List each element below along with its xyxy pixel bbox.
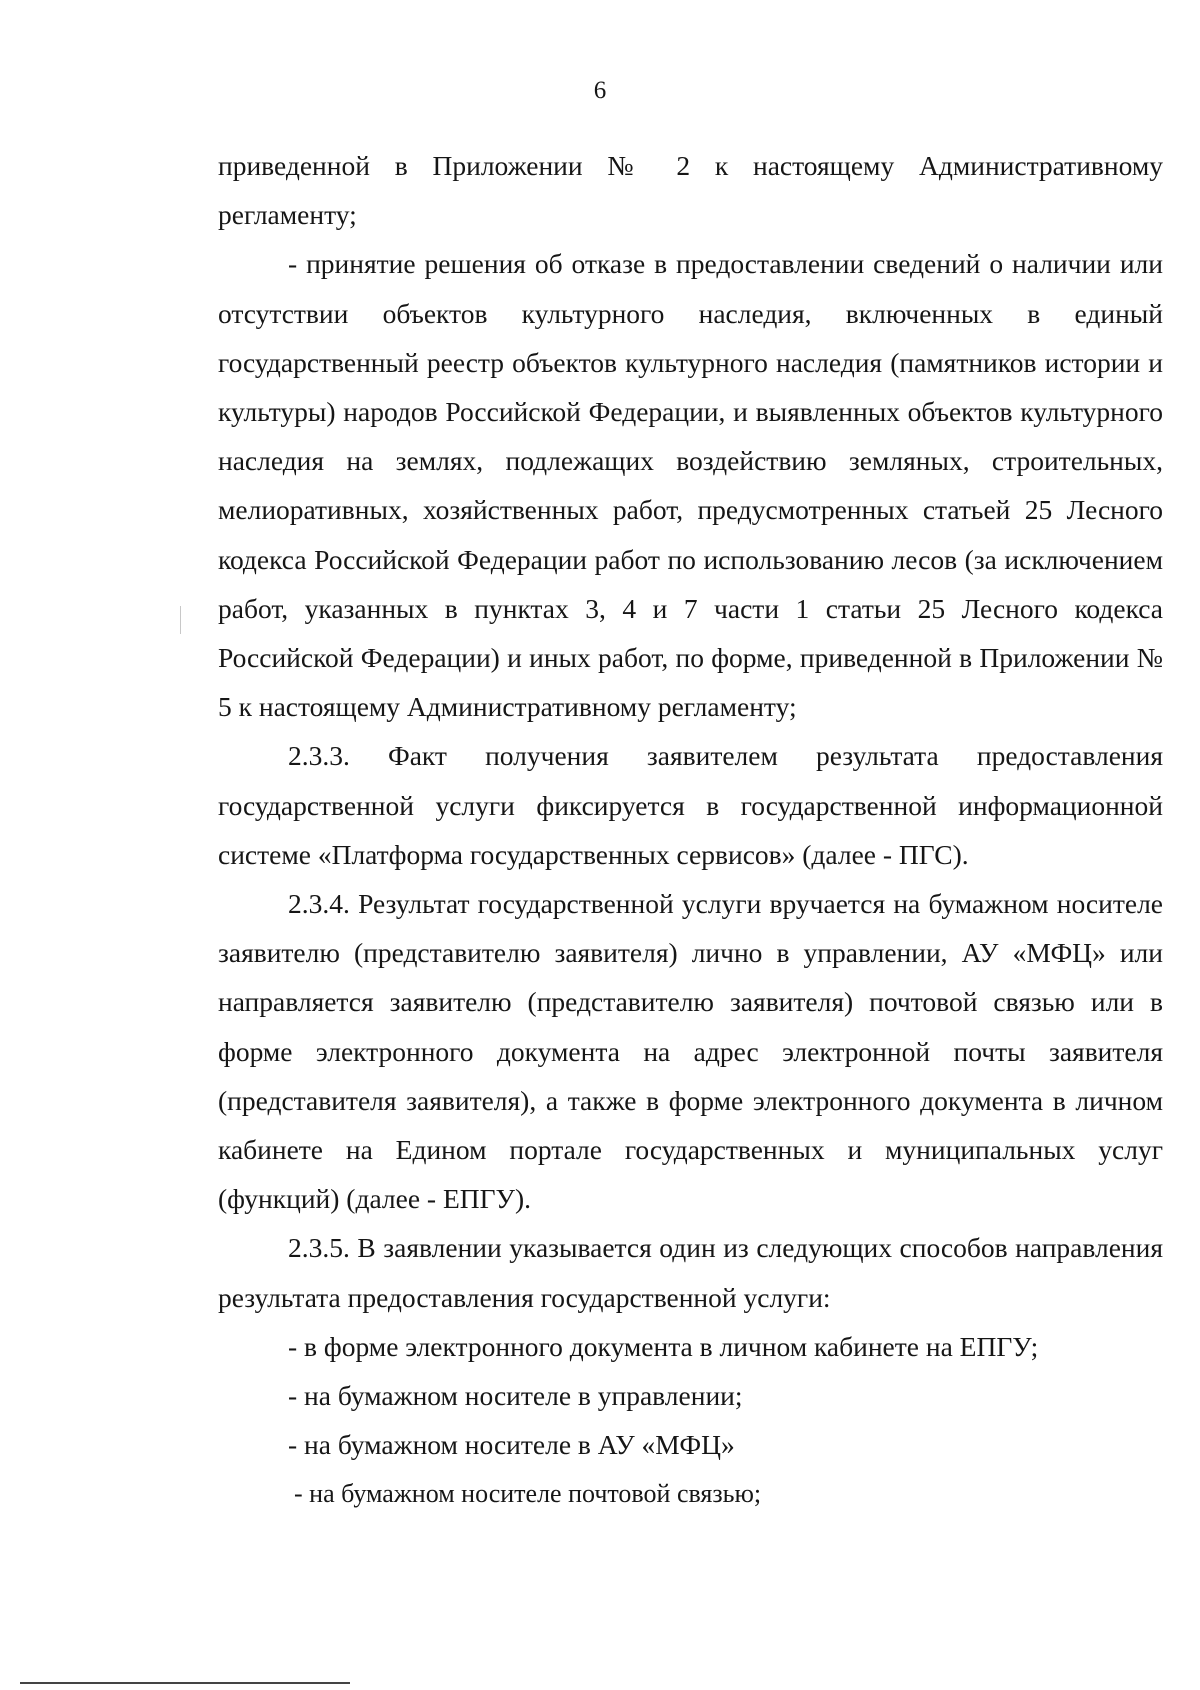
list-item: - на бумажном носителе в управлении; (288, 1380, 743, 1412)
document-body (218, 141, 1163, 1519)
paragraph-2-3-4: 2.3.4. Результат государственной услуги вручается на бумажном носителе заявителю (представителю заявителя) лично в управлении, АУ «МФЦ» или направляется заявителю (представителю заявителя) почтовой связью или в форме электронного документа на адрес электронной почты заявителя (представителя заявителя), а также в форме электронного документа в личном кабинете на Едином портале государственных и муниципальных услуг (функций) (далее - ЕПГУ). (218, 888, 1163, 1215)
paragraph-refusal-decision: - принятие решения об отказе в предоставлении сведений о наличии или отсутствии объектов культурного наследия, включенных в единый государственный реестр объектов культурного наследия (памятников истории и культуры) народов Российской Федерации, и выявленных объектов культурного наследия на землях, подлежащих воздействию земляных, строительных, мелиоративных, хозяйственных работ, предусмотренных статьей 25 Лесного кодекса Российской Федерации работ по использованию лесов (за исключением работ, указанных в пунктах 3, 4 и 7 части 1 статьи 25 Лесного кодекса Российской Федерации) и иных работ, по форме, приведенной в Приложении № 5 к настоящему Административному регламенту; (218, 248, 1163, 723)
page-number: 6 (593, 77, 607, 104)
paragraph-continuation: приведенной в Приложении № 2 к настоящему Административному регламенту; (218, 150, 1163, 231)
paragraph-2-3-3: 2.3.3. Факт получения заявителем результата предоставления государственной услуги фиксируется в государственной информационной системе «Платформа государственных сервисов» (далее - ПГС). (218, 740, 1163, 870)
list-item: - на бумажном носителе в АУ «МФЦ» (288, 1429, 735, 1461)
scan-artifact-mark (180, 606, 181, 634)
paragraph-2-3-5: 2.3.5. В заявлении указывается один из следующих способов направления результата предоставления государственной услуги: (218, 1232, 1163, 1313)
list-item: - на бумажном носителе почтовой связью; (294, 1479, 762, 1509)
list-item: - в форме электронного документа в личном кабинете на ЕПГУ; (288, 1330, 1039, 1362)
delivery-methods-list (218, 1322, 1163, 1519)
bottom-edge-line (20, 1682, 350, 1684)
